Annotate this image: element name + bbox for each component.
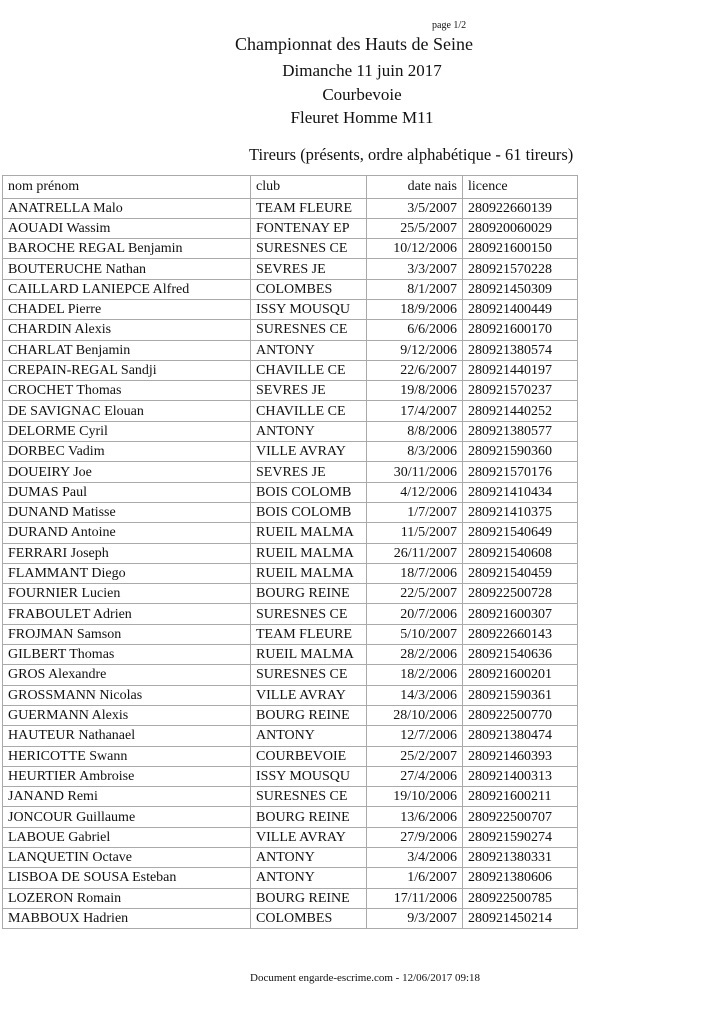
cell-birthdate: 18/9/2006	[367, 299, 463, 319]
table-row	[3, 401, 578, 421]
table-row	[3, 218, 578, 238]
table-row	[3, 908, 578, 928]
cell-licence: 280921590361	[463, 685, 578, 705]
cell-licence: 280921440252	[463, 401, 578, 421]
cell-birthdate: 10/12/2006	[367, 239, 463, 259]
cell-birthdate: 5/10/2007	[367, 624, 463, 644]
cell-name: LANQUETIN Octave	[3, 848, 251, 868]
cell-name: BAROCHE REGAL Benjamin	[3, 239, 251, 259]
document-title: Championnat des Hauts de Seine	[235, 34, 473, 54]
cell-club: ISSY MOUSQU	[251, 766, 367, 786]
cell-club: TEAM FLEURE	[251, 198, 367, 218]
cell-name: FOURNIER Lucien	[3, 584, 251, 604]
cell-birthdate: 1/7/2007	[367, 502, 463, 522]
cell-name: CHARLAT Benjamin	[3, 340, 251, 360]
cell-birthdate: 12/7/2006	[367, 726, 463, 746]
cell-birthdate: 8/1/2007	[367, 279, 463, 299]
cell-licence: 280921540459	[463, 563, 578, 583]
cell-birthdate: 17/4/2007	[367, 401, 463, 421]
cell-birthdate: 28/10/2006	[367, 705, 463, 725]
column-header-birthdate: date nais	[367, 176, 463, 199]
cell-name: FLAMMANT Diego	[3, 563, 251, 583]
cell-club: SURESNES CE	[251, 665, 367, 685]
table-row	[3, 360, 578, 380]
page-number: page 1/2	[432, 20, 467, 31]
cell-club: COLOMBES	[251, 279, 367, 299]
table-header-row	[3, 176, 578, 199]
cell-club: BOURG REINE	[251, 807, 367, 827]
table-row	[3, 868, 578, 888]
cell-club: VILLE AVRAY	[251, 685, 367, 705]
cell-licence: 280922500785	[463, 888, 578, 908]
cell-birthdate: 9/3/2007	[367, 908, 463, 928]
cell-birthdate: 25/5/2007	[367, 218, 463, 238]
cell-club: SEVRES JE	[251, 462, 367, 482]
cell-licence: 280921570228	[463, 259, 578, 279]
cell-club: SURESNES CE	[251, 239, 367, 259]
cell-club: SEVRES JE	[251, 259, 367, 279]
table-row	[3, 482, 578, 502]
cell-licence: 280921600307	[463, 604, 578, 624]
cell-birthdate: 22/5/2007	[367, 584, 463, 604]
cell-name: HERICOTTE Swann	[3, 746, 251, 766]
table-row	[3, 665, 578, 685]
cell-birthdate: 28/2/2006	[367, 645, 463, 665]
cell-club: ISSY MOUSQU	[251, 299, 367, 319]
cell-club: BOURG REINE	[251, 584, 367, 604]
cell-licence: 280921380574	[463, 340, 578, 360]
table-row	[3, 523, 578, 543]
cell-club: TEAM FLEURE	[251, 624, 367, 644]
cell-licence: 280921540649	[463, 523, 578, 543]
cell-name: JONCOUR Guillaume	[3, 807, 251, 827]
cell-name: FERRARI Joseph	[3, 543, 251, 563]
cell-licence: 280921410434	[463, 482, 578, 502]
cell-licence: 280921380474	[463, 726, 578, 746]
document-footer: Document engarde-escrime.com - 12/06/2017 09:18	[250, 972, 481, 984]
table-row	[3, 645, 578, 665]
cell-club: SEVRES JE	[251, 381, 367, 401]
cell-licence: 280921410375	[463, 502, 578, 522]
cell-birthdate: 20/7/2006	[367, 604, 463, 624]
table-row	[3, 766, 578, 786]
cell-name: BOUTERUCHE Nathan	[3, 259, 251, 279]
column-header-name: nom prénom	[3, 176, 251, 199]
cell-licence: 280921380606	[463, 868, 578, 888]
cell-name: LABOUE Gabriel	[3, 827, 251, 847]
cell-licence: 280921570176	[463, 462, 578, 482]
table-row	[3, 462, 578, 482]
table-row	[3, 340, 578, 360]
cell-birthdate: 4/12/2006	[367, 482, 463, 502]
cell-club: FONTENAY EP	[251, 218, 367, 238]
cell-licence: 280922500707	[463, 807, 578, 827]
cell-club: RUEIL MALMA	[251, 563, 367, 583]
column-header-club: club	[251, 176, 367, 199]
cell-club: BOIS COLOMB	[251, 502, 367, 522]
table-row	[3, 827, 578, 847]
cell-birthdate: 26/11/2007	[367, 543, 463, 563]
cell-licence: 280921540636	[463, 645, 578, 665]
cell-licence: 280921570237	[463, 381, 578, 401]
table-row	[3, 746, 578, 766]
table-row	[3, 604, 578, 624]
cell-club: COLOMBES	[251, 908, 367, 928]
cell-club: SURESNES CE	[251, 787, 367, 807]
cell-club: ANTONY	[251, 726, 367, 746]
cell-club: RUEIL MALMA	[251, 645, 367, 665]
cell-club: CHAVILLE CE	[251, 401, 367, 421]
cell-name: GROSSMANN Nicolas	[3, 685, 251, 705]
cell-birthdate: 27/9/2006	[367, 827, 463, 847]
cell-birthdate: 8/8/2006	[367, 421, 463, 441]
cell-licence: 280921400313	[463, 766, 578, 786]
cell-birthdate: 13/6/2006	[367, 807, 463, 827]
cell-birthdate: 30/11/2006	[367, 462, 463, 482]
cell-licence: 280922500770	[463, 705, 578, 725]
cell-club: RUEIL MALMA	[251, 523, 367, 543]
cell-club: VILLE AVRAY	[251, 827, 367, 847]
cell-birthdate: 19/10/2006	[367, 787, 463, 807]
cell-club: BOIS COLOMB	[251, 482, 367, 502]
cell-name: CHADEL Pierre	[3, 299, 251, 319]
event-date: Dimanche 11 juin 2017	[282, 61, 442, 80]
table-row	[3, 624, 578, 644]
cell-club: BOURG REINE	[251, 705, 367, 725]
cell-club: ANTONY	[251, 848, 367, 868]
cell-name: HAUTEUR Nathanael	[3, 726, 251, 746]
cell-licence: 280921590360	[463, 442, 578, 462]
table-row	[3, 848, 578, 868]
cell-name: CAILLARD LANIEPCE Alfred	[3, 279, 251, 299]
column-header-licence: licence	[463, 176, 578, 199]
cell-licence: 280921400449	[463, 299, 578, 319]
table-row	[3, 320, 578, 340]
table-row	[3, 502, 578, 522]
cell-licence: 280921450214	[463, 908, 578, 928]
cell-licence: 280922500728	[463, 584, 578, 604]
cell-birthdate: 3/4/2006	[367, 848, 463, 868]
cell-licence: 280920060029	[463, 218, 578, 238]
cell-licence: 280921460393	[463, 746, 578, 766]
table-row	[3, 726, 578, 746]
cell-birthdate: 18/2/2006	[367, 665, 463, 685]
cell-licence: 280921600150	[463, 239, 578, 259]
cell-name: DUMAS Paul	[3, 482, 251, 502]
cell-birthdate: 14/3/2006	[367, 685, 463, 705]
cell-name: CROCHET Thomas	[3, 381, 251, 401]
cell-name: DORBEC Vadim	[3, 442, 251, 462]
table-row	[3, 239, 578, 259]
cell-licence: 280921600211	[463, 787, 578, 807]
cell-licence: 280921540608	[463, 543, 578, 563]
cell-licence: 280921380331	[463, 848, 578, 868]
table-subtitle: Tireurs (présents, ordre alphabétique - 61 tireurs)	[249, 145, 574, 164]
cell-club: SURESNES CE	[251, 604, 367, 624]
cell-licence: 280921440197	[463, 360, 578, 380]
table-row	[3, 442, 578, 462]
table-row	[3, 421, 578, 441]
cell-name: HEURTIER Ambroise	[3, 766, 251, 786]
cell-birthdate: 19/8/2006	[367, 381, 463, 401]
cell-name: CREPAIN-REGAL Sandji	[3, 360, 251, 380]
cell-name: GILBERT Thomas	[3, 645, 251, 665]
table-row	[3, 543, 578, 563]
cell-club: ANTONY	[251, 340, 367, 360]
table-row	[3, 381, 578, 401]
cell-name: JANAND Remi	[3, 787, 251, 807]
cell-club: RUEIL MALMA	[251, 543, 367, 563]
table-row	[3, 685, 578, 705]
fencers-table	[2, 175, 578, 929]
cell-club: CHAVILLE CE	[251, 360, 367, 380]
cell-birthdate: 11/5/2007	[367, 523, 463, 543]
cell-birthdate: 22/6/2007	[367, 360, 463, 380]
cell-name: ANATRELLA Malo	[3, 198, 251, 218]
cell-club: COURBEVOIE	[251, 746, 367, 766]
table-row	[3, 563, 578, 583]
cell-name: DELORME Cyril	[3, 421, 251, 441]
table-row	[3, 584, 578, 604]
cell-birthdate: 17/11/2006	[367, 888, 463, 908]
cell-birthdate: 27/4/2006	[367, 766, 463, 786]
cell-club: BOURG REINE	[251, 888, 367, 908]
cell-birthdate: 1/6/2007	[367, 868, 463, 888]
cell-licence: 280922660143	[463, 624, 578, 644]
cell-birthdate: 6/6/2006	[367, 320, 463, 340]
cell-licence: 280921590274	[463, 827, 578, 847]
cell-name: FRABOULET Adrien	[3, 604, 251, 624]
cell-name: LOZERON Romain	[3, 888, 251, 908]
cell-licence: 280921600201	[463, 665, 578, 685]
cell-birthdate: 25/2/2007	[367, 746, 463, 766]
table-row	[3, 198, 578, 218]
cell-name: AOUADI Wassim	[3, 218, 251, 238]
cell-birthdate: 3/3/2007	[367, 259, 463, 279]
cell-name: DE SAVIGNAC Elouan	[3, 401, 251, 421]
table-row	[3, 807, 578, 827]
cell-club: VILLE AVRAY	[251, 442, 367, 462]
cell-name: DUNAND Matisse	[3, 502, 251, 522]
table-row	[3, 888, 578, 908]
cell-name: DOUEIRY Joe	[3, 462, 251, 482]
event-location: Courbevoie	[322, 85, 402, 104]
cell-club: ANTONY	[251, 421, 367, 441]
cell-birthdate: 9/12/2006	[367, 340, 463, 360]
event-category: Fleuret Homme M11	[290, 108, 434, 127]
table-row	[3, 279, 578, 299]
cell-licence: 280921600170	[463, 320, 578, 340]
cell-licence: 280921380577	[463, 421, 578, 441]
cell-name: LISBOA DE SOUSA Esteban	[3, 868, 251, 888]
cell-name: MABBOUX Hadrien	[3, 908, 251, 928]
cell-birthdate: 8/3/2006	[367, 442, 463, 462]
cell-name: GUERMANN Alexis	[3, 705, 251, 725]
cell-name: GROS Alexandre	[3, 665, 251, 685]
table-row	[3, 299, 578, 319]
cell-name: CHARDIN Alexis	[3, 320, 251, 340]
cell-name: DURAND Antoine	[3, 523, 251, 543]
cell-club: ANTONY	[251, 868, 367, 888]
cell-club: SURESNES CE	[251, 320, 367, 340]
cell-name: FROJMAN Samson	[3, 624, 251, 644]
cell-licence: 280922660139	[463, 198, 578, 218]
table-row	[3, 705, 578, 725]
cell-birthdate: 18/7/2006	[367, 563, 463, 583]
table-row	[3, 787, 578, 807]
cell-licence: 280921450309	[463, 279, 578, 299]
cell-birthdate: 3/5/2007	[367, 198, 463, 218]
table-row	[3, 259, 578, 279]
